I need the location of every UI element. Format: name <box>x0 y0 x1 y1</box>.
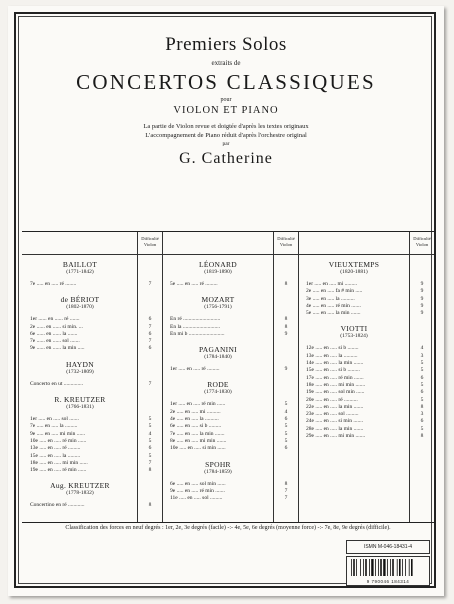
composer-name: MOZART <box>201 295 235 305</box>
barcode-bar <box>397 559 398 576</box>
composer-dates: (1753-1824) <box>340 333 368 340</box>
composer-name: HAYDN <box>66 359 94 369</box>
difficulty-grade: 5 <box>420 381 424 388</box>
concerto-row <box>162 324 298 331</box>
barcode-bar <box>371 559 373 576</box>
composer-name: Aug. KREUTZER <box>50 481 110 491</box>
concerto-title: 11e ..... en ..... sol ......... <box>170 495 223 502</box>
concerto-row <box>22 453 162 460</box>
composer-dates: (1771-1842) <box>66 269 94 275</box>
difficulty-grade: 5 <box>420 396 424 403</box>
barcode-bar <box>378 559 379 576</box>
composer-dates: (1819-1890) <box>204 269 232 275</box>
concerto-title: 13e ..... en ..... ré ......... <box>30 445 81 452</box>
barcode-bars <box>351 559 425 576</box>
concerto-title: 22e ..... en ..... la min ....... <box>306 403 364 410</box>
violon-label: Violon <box>279 241 293 247</box>
difficulty-grade: 7 <box>148 459 152 466</box>
composer-name: de BÉRIOT <box>60 295 100 305</box>
edition-note-violin: La partie de Violon revue et doigtée d'après les textes originaux <box>143 123 309 130</box>
concerto-table <box>22 231 434 523</box>
difficulty-grade: 6 <box>148 445 152 452</box>
concerto-row <box>162 416 298 423</box>
composer-dates: (1774-1830) <box>204 389 232 396</box>
difficulty-label: Difficulté <box>277 236 295 241</box>
column-entries <box>162 258 298 502</box>
difficulty-grade: 7 <box>148 323 152 330</box>
barcode-bar <box>360 559 361 576</box>
concerto-row <box>162 331 298 338</box>
difficulty-grade: 8 <box>420 403 424 410</box>
concerto-title: 1er ..... en ..... mi ......... <box>306 281 358 287</box>
concerto-title: 7e ..... en ..... la min ....... <box>170 430 225 437</box>
difficulty-grade: 5 <box>148 416 152 423</box>
barcode-bar <box>399 559 401 576</box>
concerto-title: 6e ..... en ..... si b ......... <box>170 423 222 430</box>
difficulty-classification: Classification des forces en neuf degrés : 1er, 2e, 3e degrés (facile) -:- 4e, 5e, 6e degrés (moyenne force) -:- 7e, 8e, 9e degrés (difficile). <box>65 525 391 531</box>
concerto-row <box>22 423 162 430</box>
concerto-title: 23e ..... en ..... sol ......... <box>306 411 359 418</box>
concerto-title: 1er ..... en ..... ré ......... <box>170 366 220 373</box>
concerto-title: 7e ..... en ..... la ......... <box>30 423 78 430</box>
difficulty-grade: 8 <box>148 467 152 474</box>
concerto-row <box>298 433 434 440</box>
difficulty-grade: 6 <box>148 330 152 337</box>
concerto-row <box>298 353 434 360</box>
concerto-title: 24e ..... en ..... si min ....... <box>306 418 363 425</box>
concerto-title: 28e ..... en ..... la min ....... <box>306 425 364 432</box>
difficulty-grade: 8 <box>284 480 288 487</box>
concerto-row <box>22 460 162 467</box>
composer-name: PAGANINI <box>199 345 237 355</box>
concerto-title: 29e ..... en ..... mi min ....... <box>306 433 366 440</box>
barcode-bar <box>383 559 385 576</box>
difficulty-grade: 6 <box>284 416 288 423</box>
concerto-row <box>298 288 434 295</box>
concerto-title: 19e ..... en ..... sol min ...... <box>306 389 365 396</box>
concerto-row <box>298 397 434 404</box>
difficulty-grade: 8 <box>284 281 288 287</box>
concerto-title: 7e ..... en ..... ré ........ <box>30 281 77 287</box>
column-entries <box>22 258 162 510</box>
concerto-row <box>298 389 434 396</box>
barcode <box>346 556 430 586</box>
concerto-title: 6e ..... en ..... sol min ...... <box>170 480 226 487</box>
difficulty-grade: 6 <box>420 374 424 381</box>
concerto-title: 19e ..... en ..... ré min ...... <box>30 467 87 474</box>
difficulty-grade: 7 <box>148 281 152 287</box>
concerto-row <box>22 316 162 323</box>
series-subtitle: extraits de <box>211 59 241 67</box>
concerto-row <box>162 401 298 408</box>
composer-dates: (1802-1870) <box>66 304 94 311</box>
pour-text: pour <box>220 97 232 103</box>
concerto-row <box>22 345 162 352</box>
barcode-bar <box>363 559 364 576</box>
concerto-row <box>298 310 434 317</box>
concerto-row <box>162 423 298 430</box>
concerto-row <box>22 438 162 445</box>
barcode-bar <box>411 559 413 576</box>
concerto-row <box>298 411 434 418</box>
difficulty-grade: 7 <box>148 380 152 387</box>
difficulty-grade: 8 <box>284 316 288 323</box>
difficulty-grade: 3 <box>420 411 424 418</box>
concerto-row <box>22 467 162 474</box>
composer-name: BAILLOT <box>62 260 98 269</box>
barcode-bar <box>390 559 391 576</box>
concerto-row <box>162 281 298 288</box>
cover-header <box>8 34 444 169</box>
difficulty-label: Difficulté <box>141 236 159 241</box>
concerto-row <box>162 409 298 416</box>
violon-label: Violon <box>143 241 157 247</box>
barcode-bar <box>356 559 357 576</box>
concerto-row <box>298 360 434 367</box>
concerto-title: 2e ...... en ...... si min. ... <box>30 323 83 330</box>
table-column-3 <box>298 232 434 522</box>
concerto-title: 9e ..... en ..... mi min ...... <box>30 430 85 437</box>
composer-dates: (1778-1832) <box>66 490 94 497</box>
difficulty-grade: 5 <box>148 437 152 444</box>
concerto-title: En mi b .......................... <box>170 330 225 337</box>
author-name: G. Catherine <box>179 150 273 167</box>
concerto-row <box>22 445 162 452</box>
difficulty-grade: 3 <box>420 352 424 359</box>
concerto-title: 6e ...... en ...... la ....... <box>30 330 78 337</box>
concerto-title: 18e ..... en ..... mi min ....... <box>306 381 366 388</box>
barcode-bar <box>351 559 352 576</box>
difficulty-grade: 9 <box>284 366 288 373</box>
concerto-title: 2e ..... en ..... fa # min ..... <box>306 288 363 295</box>
barcode-bar <box>405 559 406 576</box>
composer-dates: (1766-1831) <box>66 404 94 411</box>
difficulty-grade: 5 <box>148 452 152 459</box>
violon-label: Violon <box>415 241 429 247</box>
difficulty-grade: 8 <box>420 433 424 440</box>
ismn-label: ISMN M-046-18431-4 <box>346 540 430 554</box>
concerto-title: 13e ..... en ..... la .......... <box>306 352 358 359</box>
concerto-row <box>22 502 162 509</box>
barcode-number: 9 790046 184314 <box>366 579 410 584</box>
barcode-bar <box>387 559 388 576</box>
difficulty-grade: 5 <box>148 423 152 430</box>
composer-name: R. KREUTZER <box>54 395 106 405</box>
difficulty-grade: 9 <box>420 310 424 317</box>
difficulty-grade: 8 <box>284 323 288 330</box>
concerto-row <box>298 375 434 382</box>
difficulty-grade: 5 <box>284 401 288 408</box>
concerto-title: 15e ..... en ..... si b ......... <box>306 367 360 374</box>
concerto-title: 20e ..... en ..... ré .......... <box>306 396 358 403</box>
difficulty-grade: 9 <box>284 330 288 337</box>
difficulty-grade: 6 <box>420 418 424 425</box>
barcode-bar <box>380 559 382 576</box>
difficulty-grade: 9 <box>420 288 424 295</box>
concerto-row <box>298 426 434 433</box>
concerto-row <box>162 438 298 445</box>
composer-name: RODE <box>207 380 229 390</box>
edition-note-piano: L'accompagnement de Piano réduit d'après l'orchestre original <box>145 132 307 139</box>
concerto-row <box>22 338 162 345</box>
difficulty-grade: 8 <box>148 502 152 509</box>
concerto-title: 4e ..... en ..... la .......... <box>170 416 219 423</box>
concerto-title: 18e ..... en ..... mi min ...... <box>30 459 88 466</box>
barcode-bar <box>369 559 370 576</box>
composer-dates: (1784-1840) <box>204 354 232 361</box>
difficulty-label: Difficulté <box>413 236 431 241</box>
difficulty-grade: 4 <box>284 408 288 415</box>
series-title: Premiers Solos <box>165 34 287 55</box>
difficulty-grade: 5 <box>284 423 288 430</box>
difficulty-grade: 5 <box>420 367 424 374</box>
difficulty-grade: 5 <box>420 360 424 367</box>
concerto-title: 14e ..... en ..... la min ....... <box>306 360 364 367</box>
par-text: par <box>222 141 230 147</box>
difficulty-grade: 9 <box>420 295 424 302</box>
concerto-title: 10e ..... en ..... ré min ...... <box>30 437 87 444</box>
concerto-title: 12e ..... en ..... si b ........ <box>306 345 359 352</box>
concerto-row <box>22 281 162 288</box>
concerto-row <box>298 418 434 425</box>
difficulty-grade: 5 <box>420 425 424 432</box>
difficulty-grade: 6 <box>148 316 152 323</box>
concerto-row <box>22 331 162 338</box>
composer-name: VIEUXTEMPS <box>328 260 380 269</box>
concerto-row <box>298 367 434 374</box>
barcode-bar <box>365 559 367 576</box>
concerto-row <box>298 281 434 288</box>
composer-dates: (1784-1859) <box>204 468 232 475</box>
concerto-title: 1er ..... en ..... sol ....... <box>30 416 79 423</box>
difficulty-grade: 5 <box>284 430 288 437</box>
concerto-title: 4e ..... en ..... ré min ....... <box>306 302 361 309</box>
difficulty-grade: 7 <box>284 495 288 502</box>
concerto-row <box>162 431 298 438</box>
concerto-title: 5e ..... en ..... ré ......... <box>170 281 218 287</box>
difficulty-grade: 6 <box>148 345 152 352</box>
instrumentation: VIOLON ET PIANO <box>173 105 279 116</box>
difficulty-grade: 9 <box>420 281 424 287</box>
concerto-row <box>162 316 298 323</box>
concerto-row <box>298 345 434 352</box>
composer-dates: (1820-1881) <box>340 269 368 275</box>
barcode-bar <box>375 559 376 576</box>
score-cover-page <box>8 6 444 596</box>
barcode-bar <box>392 559 394 576</box>
concerto-row <box>22 324 162 331</box>
barcode-bar <box>353 559 355 576</box>
difficulty-grade: 5 <box>284 437 288 444</box>
concerto-title: Concertino en ré ............ <box>30 502 85 509</box>
concerto-row <box>162 495 298 502</box>
composer-dates: (1732-1809) <box>66 368 94 375</box>
composer-name: LÉONARD <box>199 260 237 269</box>
concerto-row <box>298 382 434 389</box>
concerto-row <box>162 488 298 495</box>
barcode-bar <box>402 559 403 576</box>
concerto-title: En la ........................... <box>170 323 220 330</box>
difficulty-grade: 7 <box>284 487 288 494</box>
composer-dates: (1756-1791) <box>204 304 232 311</box>
table-column-1 <box>22 232 163 522</box>
difficulty-grade: 4 <box>148 430 152 437</box>
concerto-title: Concerto en ut .............. <box>30 380 84 387</box>
difficulty-grade: 7 <box>148 338 152 345</box>
concerto-title: 9e ...... en ...... la min ..... <box>30 345 85 352</box>
concerto-row <box>22 381 162 388</box>
concerto-title: En ré ........................... <box>170 316 221 323</box>
concerto-row <box>22 431 162 438</box>
concerto-title: 3e ..... en ..... la .......... <box>306 295 355 302</box>
concerto-title: 8e ..... en ..... mi min ....... <box>170 437 227 444</box>
concerto-title: 10e ..... en ..... si min ...... <box>170 445 226 452</box>
composer-name: VIOTTI <box>340 324 368 334</box>
main-title: CONCERTOS CLASSIQUES <box>76 70 376 94</box>
concerto-title: 15e ..... en ..... la ......... <box>30 452 81 459</box>
concerto-row <box>162 366 298 373</box>
concerto-row <box>162 481 298 488</box>
concerto-row <box>298 404 434 411</box>
concerto-title: 5e ..... en ..... la min ....... <box>306 310 361 317</box>
composer-name: SPOHR <box>205 459 231 469</box>
concerto-row <box>298 296 434 303</box>
difficulty-grade: 4 <box>420 345 424 352</box>
table-column-2 <box>162 232 299 522</box>
concerto-title: 9e ..... en ..... ré min ....... <box>170 487 225 494</box>
barcode-bar <box>409 559 410 576</box>
difficulty-grade: 6 <box>284 445 288 452</box>
concerto-row <box>298 303 434 310</box>
concerto-row <box>162 445 298 452</box>
concerto-title: 1er ..... en ..... ré min ...... <box>170 401 226 408</box>
column-entries <box>298 258 434 440</box>
concerto-title: 1er ...... en ...... ré ....... <box>30 316 80 323</box>
difficulty-grade: 6 <box>420 389 424 396</box>
concerto-row <box>22 416 162 423</box>
concerto-title: 17e ..... en ..... ré min ....... <box>306 374 364 381</box>
concerto-title: 7e ...... en ...... sol ....... <box>30 338 80 345</box>
concerto-title: 2e ..... en ..... mi .......... <box>170 408 221 415</box>
difficulty-grade: 9 <box>420 302 424 309</box>
